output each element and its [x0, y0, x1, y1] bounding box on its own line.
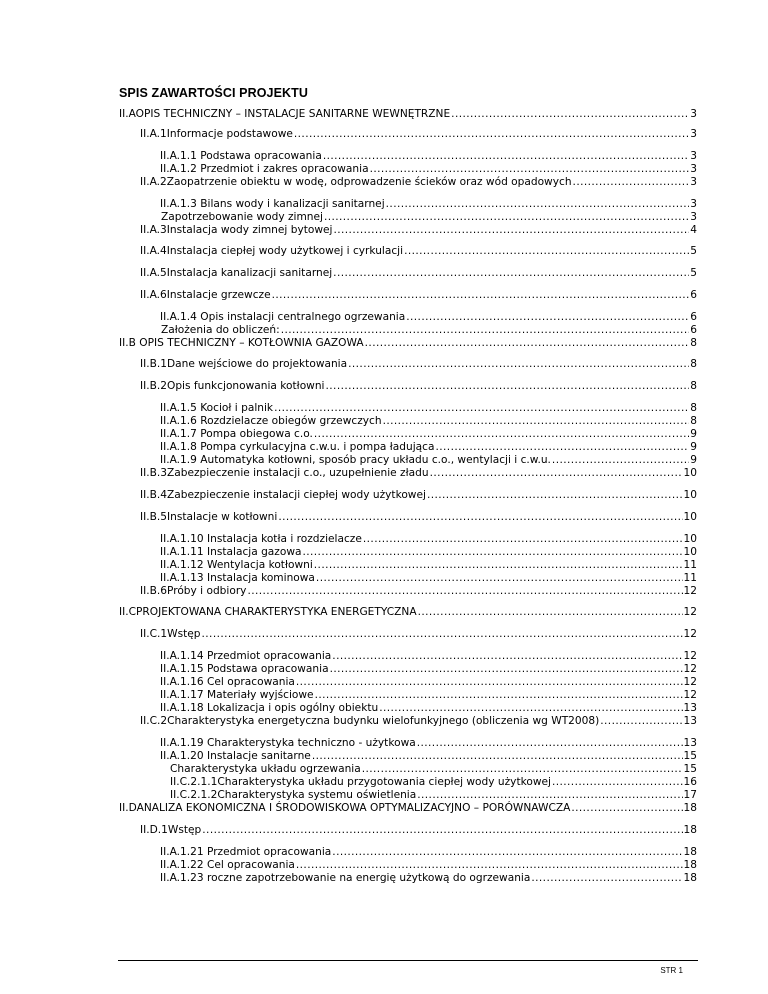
toc-entry-title: II.A.1.19 Charakterystyka techniczno - użytkowa	[160, 737, 416, 749]
toc-leader	[274, 402, 689, 415]
toc-entry-page: 11	[683, 572, 697, 584]
toc-entry[interactable]	[160, 546, 697, 559]
toc-entry-title: II.A.1.10 Instalacja kotła i rozdzielacze	[160, 533, 362, 545]
toc-entry[interactable]	[140, 824, 697, 837]
toc-entry-title: II.A.1.9 Automatyka kotłowni, sposób pracy układu c.o., wentylacji i c.w.u.	[160, 454, 551, 466]
toc-entry[interactable]	[140, 289, 697, 302]
toc-entry-page: 6	[690, 324, 697, 336]
toc-entry-title: II.A.2Zaopatrzenie obiektu w wodę, odprowadzenie ścieków oraz wód opadowych	[140, 176, 572, 188]
toc-entry-page: 10	[683, 546, 697, 558]
toc-entry-title: II.A.1.16 Cel opracowania	[160, 676, 295, 688]
toc-entry-page: 9	[690, 454, 697, 466]
page-number: STR 1	[660, 966, 683, 975]
toc-entry-page: 3	[690, 163, 697, 175]
toc-leader	[451, 108, 689, 121]
toc-entry-title: II.A.5Instalacja kanalizacji sanitarnej	[140, 267, 333, 279]
toc-leader	[316, 572, 683, 585]
toc-leader	[573, 176, 690, 189]
toc-entry-title: Charakterystyka układu ogrzewania	[170, 763, 361, 775]
toc-entry-page: 6	[690, 289, 697, 301]
toc-leader	[202, 628, 683, 641]
toc-entry[interactable]	[160, 650, 697, 663]
toc-entry-page: 5	[690, 245, 697, 257]
toc-entry-title: II.A.1.7 Pompa obiegowa c.o.	[160, 428, 313, 440]
toc-leader	[571, 802, 682, 815]
toc-entry-page: 18	[683, 802, 697, 814]
toc-entry-page: 18	[683, 846, 697, 858]
toc-entry-title: II.DANALIZA EKONOMICZNA I ŚRODOWISKOWA OPTYMALIZACYJNO – PORÓWNAWCZA	[119, 802, 571, 814]
toc-entry-page: 9	[690, 428, 697, 440]
toc-entry[interactable]	[160, 311, 697, 324]
toc-entry-page: 18	[683, 872, 697, 884]
toc-entry-page: 3	[690, 108, 697, 120]
toc-entry-title: II.A.1.5 Kocioł i palnik	[160, 402, 274, 414]
toc-leader	[296, 676, 683, 689]
toc-entry-page: 12	[683, 676, 697, 688]
toc-entry-page: 8	[690, 380, 697, 392]
toc-entry[interactable]	[160, 454, 697, 467]
toc-entry[interactable]	[160, 750, 697, 763]
toc-leader	[383, 415, 690, 428]
toc-entry-title: II.A.1.3 Bilans wody i kanalizacji sanitarnej	[160, 198, 385, 210]
toc-entry[interactable]	[160, 559, 697, 572]
toc-entry-title: II.B.2Opis funkcjonowania kotłowni	[140, 380, 325, 392]
toc-leader	[600, 715, 682, 728]
toc-entry-title: II.A.1.11 Instalacja gazowa	[160, 546, 302, 558]
toc-leader	[332, 650, 682, 663]
toc-leader	[404, 245, 689, 258]
toc-entry[interactable]	[160, 441, 697, 454]
toc-entry[interactable]	[119, 606, 697, 619]
toc-entry[interactable]	[160, 846, 697, 859]
toc-entry[interactable]	[160, 689, 697, 702]
toc-entry-title: II.B.3Zabezpieczenie instalacji c.o., uzupełnienie zładu	[140, 467, 429, 479]
toc-entry-page: 3	[690, 128, 697, 140]
toc-entry[interactable]	[160, 533, 697, 546]
toc-leader	[324, 211, 689, 224]
toc-leader	[427, 489, 683, 502]
toc-entry[interactable]	[140, 245, 697, 258]
toc-leader	[315, 689, 683, 702]
toc-entry-title: II.A.1.17 Materiały wyjściowe	[160, 689, 314, 701]
toc-entry[interactable]	[160, 198, 697, 211]
toc-entry-page: 12	[683, 689, 697, 701]
toc-entry-title: Zapotrzebowanie wody zimnej	[161, 211, 323, 223]
toc-entry-page: 3	[690, 176, 697, 188]
toc-entry-title: II.B.1Dane wejściowe do projektowania	[140, 358, 348, 370]
toc-entry-title: II.A.1.13 Instalacja kominowa	[160, 572, 315, 584]
toc-entry[interactable]	[140, 176, 697, 189]
toc-entry-page: 3	[690, 198, 697, 210]
toc-entry-page: 18	[683, 859, 697, 871]
toc-entry-title: Założenia do obliczeń:	[161, 324, 280, 336]
toc-leader	[552, 454, 689, 467]
toc-leader	[330, 663, 683, 676]
toc-entry[interactable]	[160, 872, 697, 885]
toc-entry-page: 13	[683, 737, 697, 749]
toc-entry[interactable]	[140, 358, 697, 371]
toc-entry-page: 9	[690, 441, 697, 453]
toc-leader	[418, 606, 683, 619]
toc-leader	[363, 533, 683, 546]
toc-leader	[417, 737, 683, 750]
toc-leader	[247, 585, 682, 598]
toc-entry-title: II.A.1.1 Podstawa opracowania	[160, 150, 322, 162]
toc-entry-page: 6	[690, 311, 697, 323]
toc-entry-title: II.C.2.1.1Charakterystyka układu przygotowania ciepłej wody użytkowej	[170, 776, 551, 788]
toc-entry[interactable]	[140, 224, 697, 237]
toc-leader	[430, 467, 683, 480]
toc-entry[interactable]	[170, 776, 697, 789]
toc-entry[interactable]	[161, 324, 697, 337]
toc-entry-page: 10	[683, 533, 697, 545]
toc-entry[interactable]	[160, 737, 697, 750]
toc-entry-title: II.A.4Instalacja ciepłej wody użytkowej i cyrkulacji	[140, 245, 404, 257]
toc-entry-page: 8	[690, 402, 697, 414]
toc-entry-page: 3	[690, 150, 697, 162]
toc-entry-title: II.B.6Próby i odbiory	[140, 585, 247, 597]
toc-entry[interactable]	[160, 572, 697, 585]
toc-entry[interactable]	[160, 150, 697, 163]
toc-entry[interactable]	[160, 415, 697, 428]
toc-entry-title: II.A.1.8 Pompa cyrkulacyjna c.w.u. i pompa ładująca	[160, 441, 435, 453]
toc-entry[interactable]	[160, 702, 697, 715]
toc-entry-title: II.AOPIS TECHNICZNY – INSTALACJE SANITARNE WEWNĘTRZNE	[119, 108, 451, 120]
toc-leader	[281, 324, 690, 337]
toc-leader	[386, 198, 690, 211]
toc-entry[interactable]	[160, 663, 697, 676]
toc-entry-title: II.A.1.23 roczne zapotrzebowanie na energię użytkową do ogrzewania	[160, 872, 531, 884]
toc-entry-title: II.A.6Instalacje grzewcze	[140, 289, 271, 301]
toc-entry-title: II.D.1Wstęp	[140, 824, 202, 836]
toc-entry[interactable]	[119, 108, 697, 121]
toc-entry-page: 17	[683, 789, 697, 801]
footer-divider	[118, 960, 698, 961]
toc-entry-page: 10	[683, 511, 697, 523]
toc-entry[interactable]	[140, 380, 697, 393]
toc-entry-page: 4	[690, 224, 697, 236]
toc-entry-title: II.B OPIS TECHNICZNY – KOTŁOWNIA GAZOWA	[119, 337, 364, 349]
toc-entry-page: 5	[690, 267, 697, 279]
toc-entry-title: II.A.1.2 Przedmiot i zakres opracowania	[160, 163, 369, 175]
toc-entry[interactable]	[119, 337, 697, 350]
toc-leader	[370, 163, 690, 176]
toc-entry[interactable]	[170, 763, 697, 776]
toc-entry[interactable]	[140, 128, 697, 141]
toc-entry-title: II.A.1Informacje podstawowe	[140, 128, 293, 140]
toc-leader	[294, 128, 689, 141]
toc-entry[interactable]	[161, 211, 697, 224]
toc-leader	[312, 750, 683, 763]
toc-entry[interactable]	[160, 402, 697, 415]
toc-entry-title: II.A.1.4 Opis instalacji centralnego ogrzewania	[160, 311, 406, 323]
toc-leader	[202, 824, 682, 837]
toc-entry-page: 3	[690, 211, 697, 223]
toc-leader	[323, 150, 689, 163]
toc-entry-title: II.A.1.18 Lokalizacja i opis ogólny obiektu	[160, 702, 379, 714]
toc-entry-title: II.B.4Zabezpieczenie instalacji ciepłej wody użytkowej	[140, 489, 426, 501]
toc-entry-page: 12	[683, 606, 697, 618]
toc-entry[interactable]	[160, 859, 697, 872]
toc-leader	[362, 763, 683, 776]
toc-entry-page: 15	[683, 750, 697, 762]
toc-leader	[272, 289, 690, 302]
toc-leader	[333, 267, 689, 280]
toc-entry-title: II.C.1Wstęp	[140, 628, 201, 640]
toc-leader	[552, 776, 683, 789]
toc-entry-page: 11	[683, 559, 697, 571]
toc-entry-page: 8	[690, 337, 697, 349]
toc-entry[interactable]	[140, 489, 697, 502]
toc-entry-page: 18	[683, 824, 697, 836]
toc-entry[interactable]	[160, 676, 697, 689]
toc-entry[interactable]	[140, 467, 697, 480]
toc-entry-title: II.C.2.1.2Charakterystyka systemu oświetlenia	[170, 789, 417, 801]
toc-leader	[417, 789, 682, 802]
toc-entry-title: II.A.1.22 Cel opracowania	[160, 859, 295, 871]
toc-entry-page: 12	[683, 628, 697, 640]
toc-leader	[302, 546, 682, 559]
toc-leader	[406, 311, 689, 324]
toc-entry-title: II.A.3Instalacja wody zimnej bytowej	[140, 224, 333, 236]
toc-leader	[531, 872, 682, 885]
toc-entry-title: II.A.1.15 Podstawa opracowania	[160, 663, 329, 675]
toc-entry-title: II.C.2Charakterystyka energetyczna budynku wielofunkyjnego (obliczenia wg WT2008)	[140, 715, 600, 727]
toc-leader	[333, 224, 689, 237]
toc-entry-page: 8	[690, 358, 697, 370]
toc-leader	[332, 846, 682, 859]
toc-entry-page: 8	[690, 415, 697, 427]
toc-entry-title: II.CPROJEKTOWANA CHARAKTERYSTYKA ENERGETYCZNA	[119, 606, 417, 618]
toc-entry-title: II.B.5Instalacje w kotłowni	[140, 511, 278, 523]
toc-entry-page: 10	[683, 467, 697, 479]
toc-leader	[314, 428, 689, 441]
toc-entry-page: 13	[683, 715, 697, 727]
toc-entry[interactable]	[160, 428, 697, 441]
toc-entry[interactable]	[140, 715, 697, 728]
toc-entry-page: 16	[683, 776, 697, 788]
toc-leader	[296, 859, 683, 872]
toc-entry[interactable]	[140, 628, 697, 641]
toc-leader	[365, 337, 690, 350]
toc-leader	[379, 702, 682, 715]
toc-entry-title: II.A.1.12 Wentylacja kotłowni	[160, 559, 313, 571]
toc-entry-page: 13	[683, 702, 697, 714]
toc-entry-page: 12	[683, 663, 697, 675]
toc-entry-page: 12	[683, 650, 697, 662]
toc-entry-title: II.A.1.14 Przedmiot opracowania	[160, 650, 332, 662]
toc-entry[interactable]	[140, 585, 697, 598]
toc-leader	[278, 511, 682, 524]
toc-entry-title: II.A.1.20 Instalacje sanitarne	[160, 750, 311, 762]
toc-entry[interactable]	[140, 267, 697, 280]
toc-entry[interactable]	[140, 511, 697, 524]
document-title: SPIS ZAWARTOŚCI PROJEKTU	[119, 86, 309, 100]
toc-entry-page: 12	[683, 585, 697, 597]
toc-entry-title: II.A.1.21 Przedmiot opracowania	[160, 846, 332, 858]
toc-entry-page: 15	[683, 763, 697, 775]
toc-leader	[436, 441, 690, 454]
toc-leader	[348, 358, 689, 371]
toc-entry-title: II.A.1.6 Rozdzielacze obiegów grzewczych	[160, 415, 382, 427]
toc-leader	[314, 559, 683, 572]
toc-entry[interactable]	[119, 802, 697, 815]
toc-entry[interactable]	[160, 163, 697, 176]
toc-leader	[326, 380, 690, 393]
toc-entry-page: 10	[683, 489, 697, 501]
toc-entry[interactable]	[170, 789, 697, 802]
